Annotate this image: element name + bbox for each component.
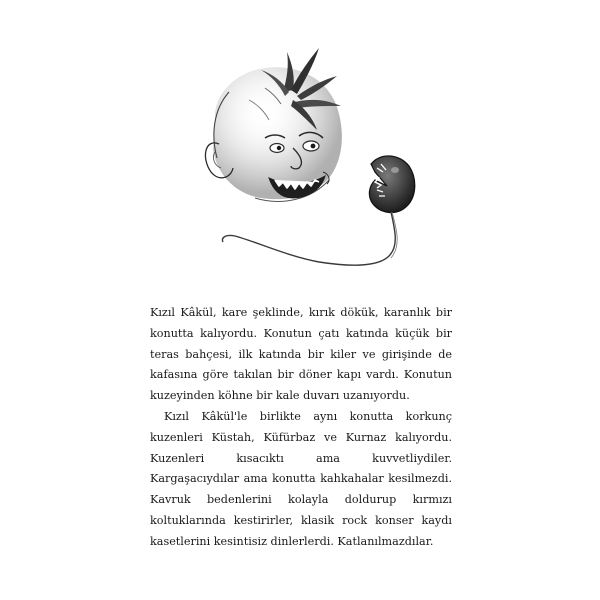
creature-head [369,156,414,213]
creature-stalk [223,212,396,265]
story-paragraph: Kızıl Kâkül, kare şeklinde, kırık dökük, karanlık bir konutta kalıyordu. Konutun çatı katında küçük bir teras bahçesi, ilk katında bir kiler ve girişinde de kafasına göre takılan bir döner kapı vardı. Konutun kuzeyinden köhne bir kale duvarı uzanıyordu. [150,306,452,403]
boy-and-creature-illustration [195,40,455,275]
story-text [150,303,452,553]
story-paragraph: Kızıl Kâkül'le birlikte aynı konutta korkunç kuzenleri Küstah, Küfürbaz ve Kurnaz kalıyordu. Kuzenleri kısacıktı ama kuvvetliydiler. Kargaşacıydılar ama konutta kahkahalar kesilmezdi. Kavruk bedenlerini kolayla doldurup kırmızı koltuklarında kestirirler, klasik rock konser kaydı kasetlerini kesintisiz dinlerlerdi. Katlanılmazdılar. [150,409,452,548]
